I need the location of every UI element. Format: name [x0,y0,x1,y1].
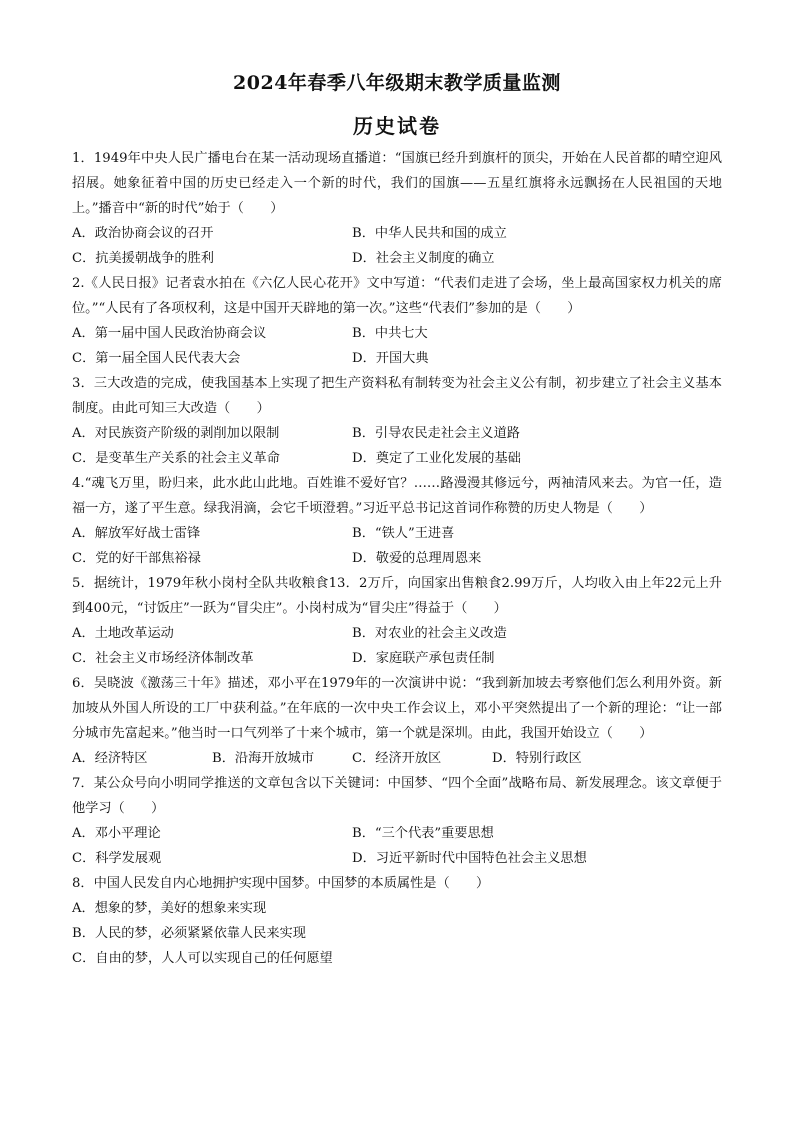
question-7 [72,771,722,871]
option-a: A．解放军好战士雷锋 [72,526,201,541]
questions-list [72,146,722,971]
option-c: C．是变革生产关系的社会主义革命 [72,451,280,466]
option-grid [72,321,722,371]
option-b: B．中华人民共和国的成立 [352,226,507,241]
question-5 [72,571,722,671]
option-grid [72,621,722,671]
option-row [72,746,722,771]
question-4 [72,471,722,571]
option-b: B．沿海开放城市 [212,751,315,766]
question-stem: 8．中国人民发自内心地拥护实现中国梦。中国梦的本质属性是（ ） [72,876,490,891]
option-b: B．人民的梦，必须紧紧依靠人民来实现 [72,926,306,941]
question-2 [72,271,722,371]
option-a: A．想象的梦，美好的想象来实现 [72,901,267,916]
option-d: D．社会主义制度的确立 [352,251,495,266]
option-c: C．第一届全国人民代表大会 [72,351,241,366]
option-d: D．特别行政区 [492,751,582,766]
option-c: C．科学发展观 [72,851,162,866]
option-b: B．“三个代表”重要思想 [352,826,494,841]
option-c: C．社会主义市场经济体制改革 [72,651,254,666]
option-a: A．经济特区 [72,751,148,766]
question-8 [72,871,722,971]
question-3 [72,371,722,471]
exam-title: 2024年春季八年级期末教学质量监测 [233,72,561,94]
option-c: C．党的好干部焦裕禄 [72,551,201,566]
option-d: D．敬爱的总理周恩来 [352,551,482,566]
option-grid [72,821,722,871]
question-stem: 2.《人民日报》记者袁水拍在《六亿人民心花开》文中写道：“代表们走进了会场，坐上最高国家权力机关的席位。”“人民有了各项权利，这是中国开天辟地的第一次。”这些“代表们”参加的是（ ） [72,276,722,316]
option-grid [72,221,722,271]
option-grid [72,521,722,571]
option-a: A．第一届中国人民政治协商会议 [72,326,267,341]
option-c: C．抗美援朝战争的胜利 [72,251,214,266]
option-b: B．对农业的社会主义改造 [352,626,507,641]
option-b: B．引导农民走社会主义道路 [352,426,520,441]
question-stem: 6．吴晓波《激荡三十年》描述，邓小平在1979年的一次演讲中说：“我到新加坡去考察他们怎么利用外资。新加坡从外国人所设的工厂中获利益。”在年底的一次中央工作会议上，邓小平突然提出了一个新的理论：“让一部分城市先富起来。”他当时一口气列举了十来个城市，第一个就是深圳。由此，我国开始设立（ ） [72,676,722,741]
exam-subtitle: 历史试卷 [353,114,441,138]
question-stem: 4.“魂飞万里，盼归来，此水此山此地。百姓谁不爱好官？……路漫漫其修远兮，两袖清风来去。为官一任，造福一方，遂了平生意。绿我涓滴，会它千顷澄碧。”习近平总书记这首词作称赞的历史人物是（ ） [72,476,722,516]
option-list [72,896,722,971]
option-grid [72,421,722,471]
option-d: D．家庭联产承包责任制 [352,651,495,666]
option-c: C．自由的梦，人人可以实现自己的任何愿望 [72,951,333,966]
option-a: A．邓小平理论 [72,826,161,841]
option-d: D．开国大典 [352,351,429,366]
option-b: B．中共七大 [352,326,428,341]
option-c: C．经济开放区 [352,751,442,766]
question-stem: 5．据统计，1979年秋小岗村全队共收粮食13．2万斤，向国家出售粮食2.99万斤，人均收入由上年22元上升到400元，“讨饭庄”一跃为“冒尖庄”。小岗村成为“冒尖庄”得益于（ ） [72,576,722,616]
question-6 [72,671,722,771]
option-d: D．奠定了工业化发展的基础 [352,451,521,466]
question-stem: 1．1949年中央人民广播电台在某一活动现场直播道：“国旗已经升到旗杆的顶尖，开始在人民首都的晴空迎风招展。她象征着中国的历史已经走入一个新的时代，我们的国旗——五星红旗将永远飘扬在人民祖国的天地上。”播音中“新的时代”始于（ ） [72,151,722,216]
option-a: A．对民族资产阶级的剥削加以限制 [72,426,280,441]
option-a: A．土地改革运动 [72,626,174,641]
option-a: A．政治协商会议的召开 [72,226,214,241]
question-1 [72,146,722,271]
question-stem: 3．三大改造的完成，使我国基本上实现了把生产资料私有制转变为社会主义公有制，初步建立了社会主义基本制度。由此可知三大改造（ ） [72,376,722,416]
question-stem: 7．某公众号向小明同学推送的文章包含以下关键词：中国梦、“四个全面”战略布局、新发展理念。该文章便于他学习（ ） [72,776,722,816]
option-b: B．“铁人”王进喜 [352,526,455,541]
option-d: D．习近平新时代中国特色社会主义思想 [352,851,587,866]
